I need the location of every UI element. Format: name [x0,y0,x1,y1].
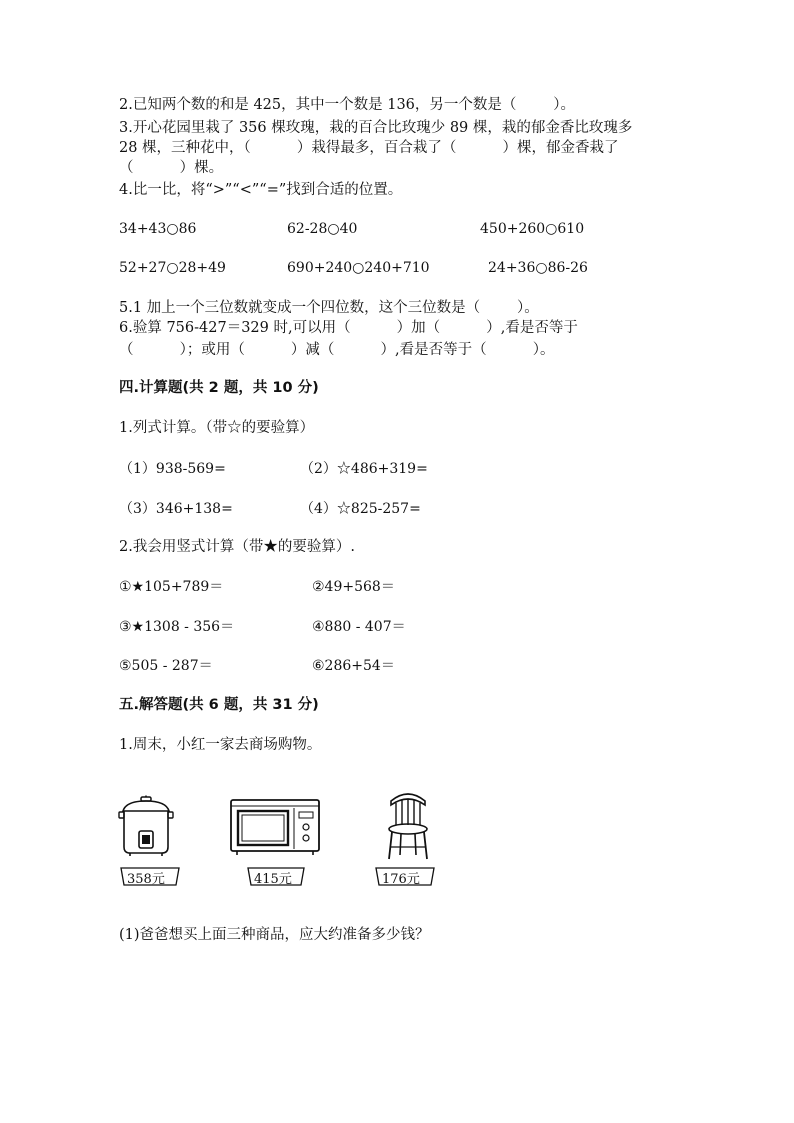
compare-item: 24+36○86-26 [488,260,588,276]
compare-item: 62-28○40 [287,221,358,237]
compare-item: 690+240○240+710 [287,260,430,276]
question-3-6-line1: 6.验算 756-427＝329 时,可以用（ ）加（ ）,看是否等于 [119,320,578,336]
question-3-2: 2.已知两个数的和是 425，其中一个数是 136，另一个数是（ ）。 [119,97,576,113]
question-3-3-line2: 28 棵，三种花中，（ ）栽得最多，百合栽了（ ）棵，郁金香栽了 [119,140,619,156]
price-label: 176元 [382,872,420,887]
compare-item: 450+260○610 [480,221,585,237]
question-3-6-line2: （ ）；或用（ ）减（ ）,看是否等于（ ）。 [119,342,555,358]
vertical-calc-item: ④880 - 407＝ [312,619,406,635]
question-4-1: 1.列式计算。（带☆的要验算） [119,420,315,436]
price-label: 358元 [127,872,165,887]
chair-image [383,789,433,861]
section-4-heading: 四.计算题(共 2 题，共 10 分) [119,380,319,396]
question-5-1: 1.周末，小红一家去商场购物。 [119,737,322,753]
calc-item: （4）☆825-257= [300,501,421,517]
vertical-calc-item: ③★1308 - 356＝ [119,619,235,635]
question-3-3-line1: 3.开心花园里栽了 356 棵玫瑰，栽的百合比玫瑰少 89 棵，栽的郁金香比玫瑰多 [119,120,633,136]
vertical-calc-item: ⑤505 - 287＝ [119,658,213,674]
microwave-image [229,797,321,857]
calc-item: （2）☆486+319= [300,461,428,477]
rice-cooker-image [118,795,174,857]
question-3-4: 4.比一比，将“>”“<”“=”找到合适的位置。 [119,182,403,198]
question-5-1-sub1: (1)爸爸想买上面三种商品，应大约准备多少钱？ [119,927,430,943]
vertical-calc-item: ①★105+789＝ [119,579,224,595]
vertical-calc-item: ⑥286+54＝ [312,658,395,674]
question-3-3-line3: （ ）棵。 [119,160,224,176]
question-3-5: 5.1 加上一个三位数就变成一个四位数，这个三位数是（ ）。 [119,300,539,316]
section-5-heading: 五.解答题(共 6 题，共 31 分) [119,697,319,713]
question-4-2: 2.我会用竖式计算（带★的要验算）. [119,539,355,555]
compare-item: 52+27○28+49 [119,260,226,276]
compare-item: 34+43○86 [119,221,197,237]
vertical-calc-item: ②49+568＝ [312,579,395,595]
calc-item: （1）938-569= [119,461,226,477]
price-label: 415元 [254,872,292,887]
calc-item: （3）346+138= [119,501,233,517]
